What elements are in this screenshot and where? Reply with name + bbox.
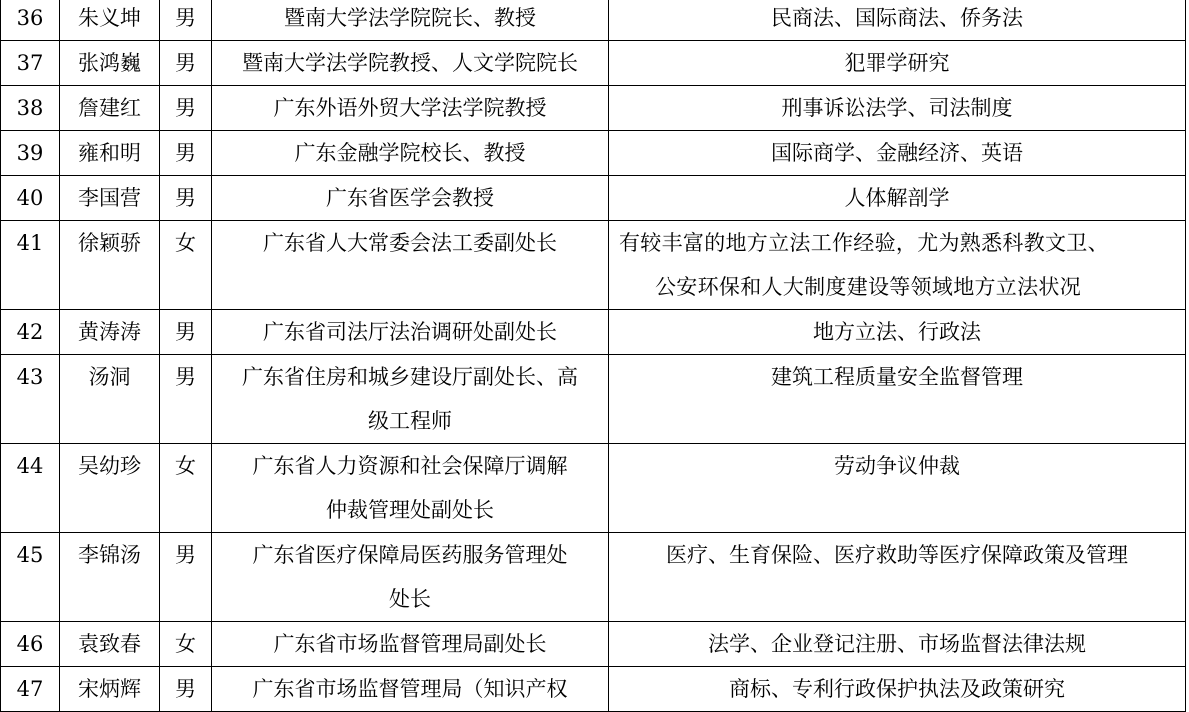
table-row (1, 0, 1186, 41)
row-number: 47 (1, 667, 60, 712)
expert-name: 雍和明 (60, 131, 160, 176)
expert-gender: 男 (160, 310, 212, 355)
row-number: 43 (1, 355, 60, 444)
specialty-line: 公安环保和人大制度建设等领域地方立法状况 (655, 275, 1081, 299)
row-number: 41 (1, 221, 60, 310)
expert-organization (212, 310, 609, 355)
expert-specialty (609, 0, 1186, 41)
organization-line: 广东省人大常委会法工委副处长 (263, 231, 557, 255)
specialty-line: 刑事诉讼法学、司法制度 (781, 96, 1013, 120)
expert-gender: 男 (160, 131, 212, 176)
table-row (1, 176, 1186, 221)
expert-gender: 女 (160, 622, 212, 667)
row-number: 37 (1, 41, 60, 86)
expert-gender: 男 (160, 176, 212, 221)
expert-name: 黄涛涛 (60, 310, 160, 355)
expert-organization (212, 86, 609, 131)
table-row (1, 41, 1186, 86)
expert-specialty (609, 444, 1186, 533)
organization-line: 广东省市场监督管理局副处长 (273, 632, 547, 656)
expert-name: 吴幼珍 (60, 444, 160, 533)
organization-line: 广东外语外贸大学法学院教授 (273, 96, 547, 120)
expert-name: 袁致春 (60, 622, 160, 667)
expert-name: 李国营 (60, 176, 160, 221)
specialty-line: 有较丰富的地方立法工作经验，尤为熟悉科教文卫、 (619, 231, 1109, 255)
expert-specialty (609, 131, 1186, 176)
expert-specialty (609, 41, 1186, 86)
expert-organization (212, 0, 609, 41)
expert-organization (212, 355, 609, 444)
expert-name: 朱义坤 (60, 0, 160, 41)
organization-line: 广东省医学会教授 (326, 186, 494, 210)
organization-line: 仲裁管理处副处长 (326, 498, 494, 522)
table-row (1, 355, 1186, 444)
expert-name: 张鸿巍 (60, 41, 160, 86)
expert-gender: 男 (160, 667, 212, 712)
table-row (1, 221, 1186, 310)
organization-line: 广东省人力资源和社会保障厅调解 (252, 454, 568, 478)
organization-line: 暨南大学法学院教授、人文学院院长 (242, 51, 578, 75)
expert-organization (212, 667, 609, 712)
specialty-line: 国际商学、金融经济、英语 (771, 141, 1023, 165)
expert-gender: 男 (160, 0, 212, 41)
row-number: 45 (1, 533, 60, 622)
expert-gender: 女 (160, 444, 212, 533)
row-number: 46 (1, 622, 60, 667)
expert-organization (212, 444, 609, 533)
expert-specialty (609, 221, 1186, 310)
table-row (1, 533, 1186, 622)
table-row (1, 131, 1186, 176)
expert-gender: 男 (160, 41, 212, 86)
specialty-line: 民商法、国际商法、侨务法 (771, 6, 1023, 30)
specialty-line: 劳动争议仲裁 (834, 454, 960, 478)
expert-name: 汤洞 (60, 355, 160, 444)
expert-specialty (609, 310, 1186, 355)
expert-name: 宋炳辉 (60, 667, 160, 712)
organization-line: 广东省市场监督管理局（知识产权 (252, 677, 568, 701)
organization-line: 广东省司法厅法治调研处副处长 (263, 320, 557, 344)
row-number: 42 (1, 310, 60, 355)
organization-line: 暨南大学法学院院长、教授 (284, 6, 536, 30)
organization-line: 广东金融学院校长、教授 (294, 141, 526, 165)
expert-organization (212, 41, 609, 86)
expert-organization (212, 622, 609, 667)
specialty-line: 医疗、生育保险、医疗救助等医疗保障政策及管理 (666, 543, 1128, 567)
expert-name: 李锦汤 (60, 533, 160, 622)
organization-line: 广东省住房和城乡建设厅副处长、高 (242, 365, 578, 389)
specialty-line: 法学、企业登记注册、市场监督法律法规 (708, 632, 1086, 656)
expert-specialty (609, 622, 1186, 667)
organization-line: 处长 (389, 587, 431, 611)
expert-organization (212, 176, 609, 221)
table-row (1, 310, 1186, 355)
row-number: 38 (1, 86, 60, 131)
expert-gender: 男 (160, 533, 212, 622)
expert-organization (212, 131, 609, 176)
expert-name: 詹建红 (60, 86, 160, 131)
table-row (1, 86, 1186, 131)
specialty-line: 犯罪学研究 (844, 51, 950, 75)
expert-organization (212, 533, 609, 622)
row-number: 39 (1, 131, 60, 176)
table-row (1, 444, 1186, 533)
organization-line: 广东省医疗保障局医药服务管理处 (252, 543, 568, 567)
expert-specialty (609, 86, 1186, 131)
organization-line: 级工程师 (368, 409, 452, 433)
expert-specialty (609, 667, 1186, 712)
expert-specialty (609, 533, 1186, 622)
specialty-line: 地方立法、行政法 (813, 320, 981, 344)
table-row (1, 622, 1186, 667)
table-row (1, 667, 1186, 712)
row-number: 36 (1, 0, 60, 41)
row-number: 44 (1, 444, 60, 533)
specialty-line: 商标、专利行政保护执法及政策研究 (729, 677, 1065, 701)
expert-specialty (609, 355, 1186, 444)
expert-name: 徐颖骄 (60, 221, 160, 310)
specialty-line: 建筑工程质量安全监督管理 (771, 365, 1023, 389)
expert-specialty (609, 176, 1186, 221)
specialty-line: 人体解剖学 (844, 186, 950, 210)
expert-gender: 男 (160, 86, 212, 131)
expert-gender: 女 (160, 221, 212, 310)
expert-gender: 男 (160, 355, 212, 444)
expert-organization (212, 221, 609, 310)
row-number: 40 (1, 176, 60, 221)
